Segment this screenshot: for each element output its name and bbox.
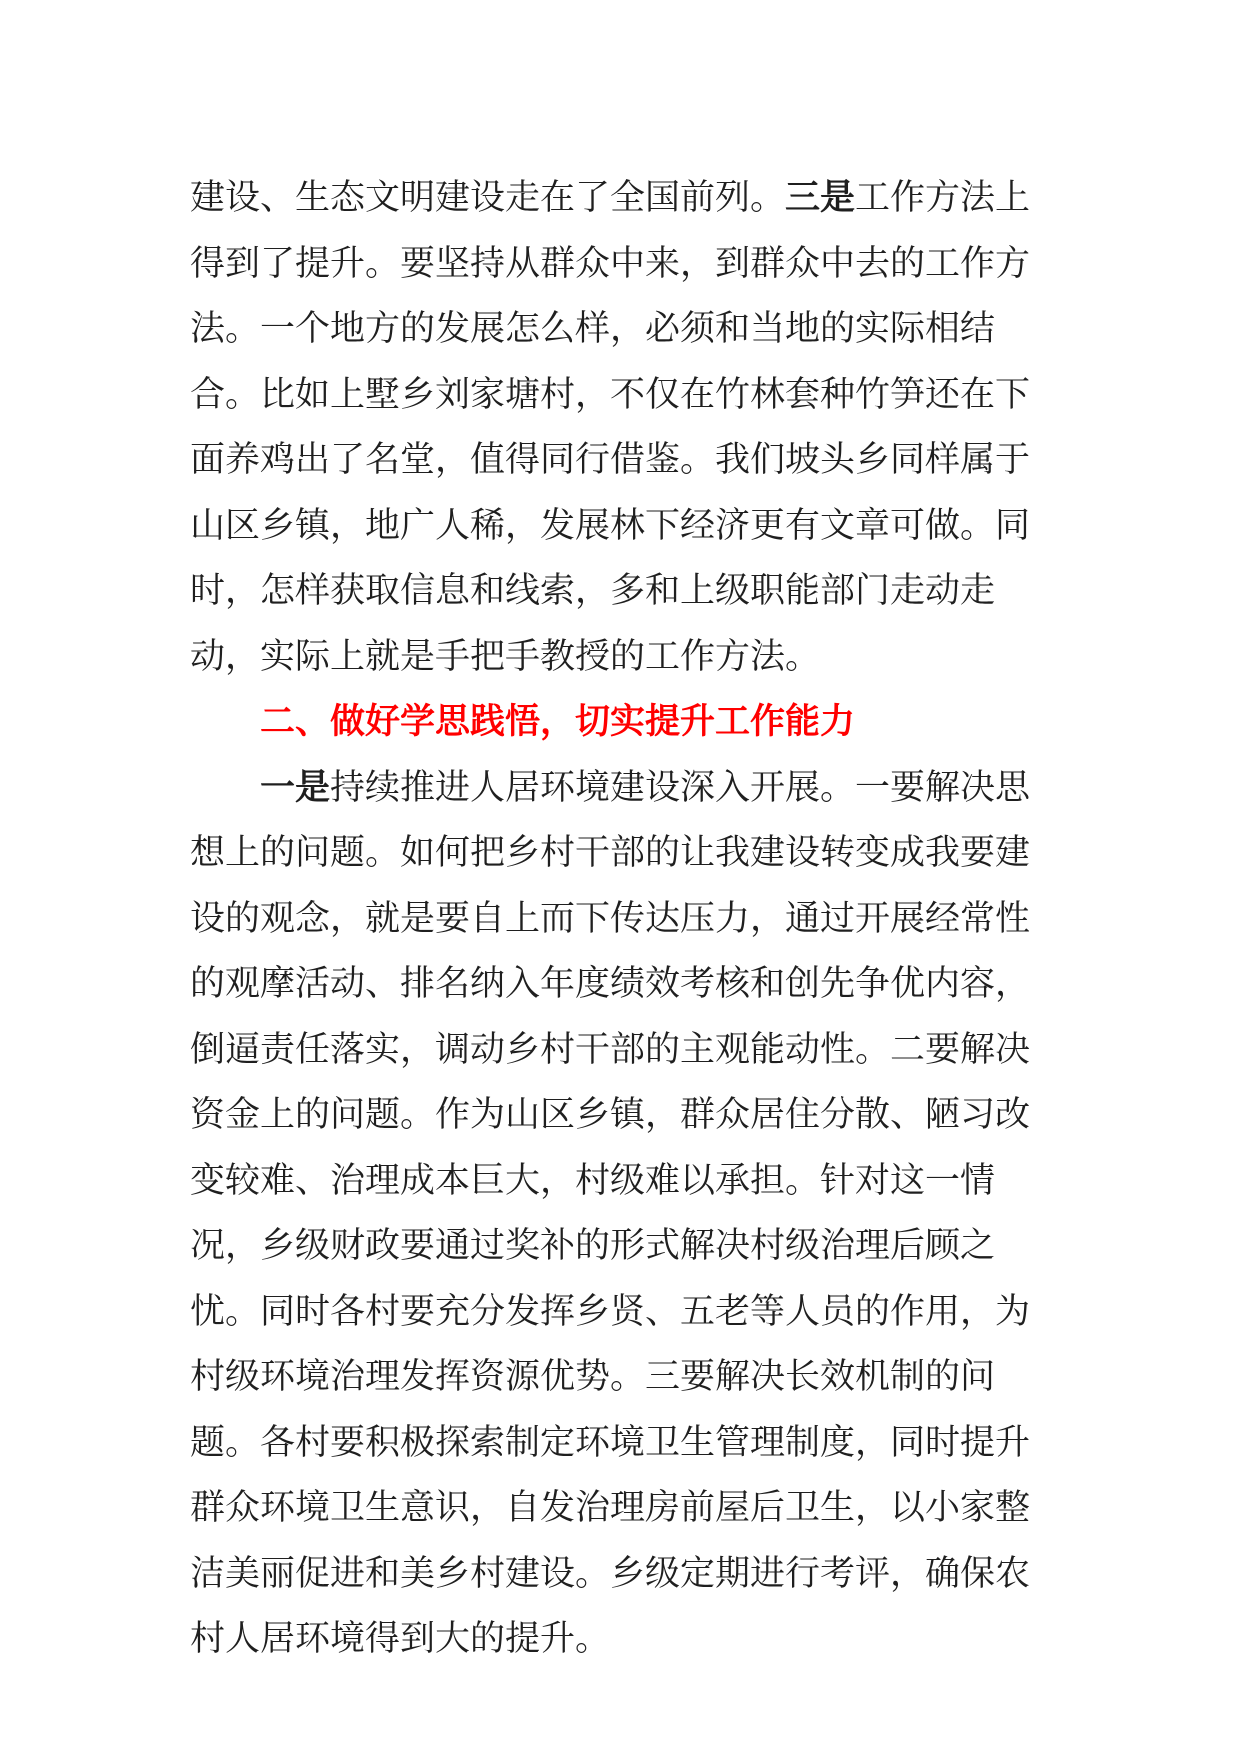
section-heading: 二、做好学思践悟，切实提升工作能力	[260, 702, 856, 742]
paragraph-text: 持续推进人居环境建设深入开展。一要解决思想上的问题。如何把乡村干部的让我建设转变成我要建设的观念，就是要自上而下传达压力，通过开展经常性的观摩活动、排名纳入年度绩效考核和创先争优内容，倒逼责任落实，调动乡村干部的主观能动性。二要解决资金上的问题。作为山区乡镇，群众居住分散、陋习改变较难、治理成本巨大，村级难以承担。针对这一情况，乡级财政要通过奖补的形式解决村级治理后顾之忧。同时各村要充分发挥乡贤、五老等人员的作用，为村级环境治理发挥资源优势。三要解决长效机制的问题。各村要积极探索制定环境卫生管理制度，同时提升群众环境卫生意识，自发治理房前屋后卫生，以小家整洁美丽促进和美乡村建设。乡级定期进行考评，确保农村人居环境得到大的提升。	[190, 767, 1031, 1659]
bold-lead: 三是	[785, 178, 856, 218]
paragraph-text: 工作方法上得到了提升。要坚持从群众中来，到群众中去的工作方法。一个地方的发展怎么样，必须和当地的实际相结合。比如上墅乡刘家塘村，不仅在竹林套种竹笋还在下面养鸡出了名堂，值得同行借鉴。我们坡头乡同样属于山区乡镇，地广人稀，发展林下经济更有文章可做。同时，怎样获取信息和线索，多和上级职能部门走动走动，实际上就是手把手教授的工作方法。	[190, 178, 1031, 677]
bold-lead: 一是	[260, 767, 331, 808]
paragraph-one	[190, 756, 1060, 1673]
paragraph-text: 建设、生态文明建设走在了全国前列。	[190, 178, 786, 218]
paragraph-continued	[190, 166, 1060, 690]
document-body	[190, 166, 1060, 1673]
